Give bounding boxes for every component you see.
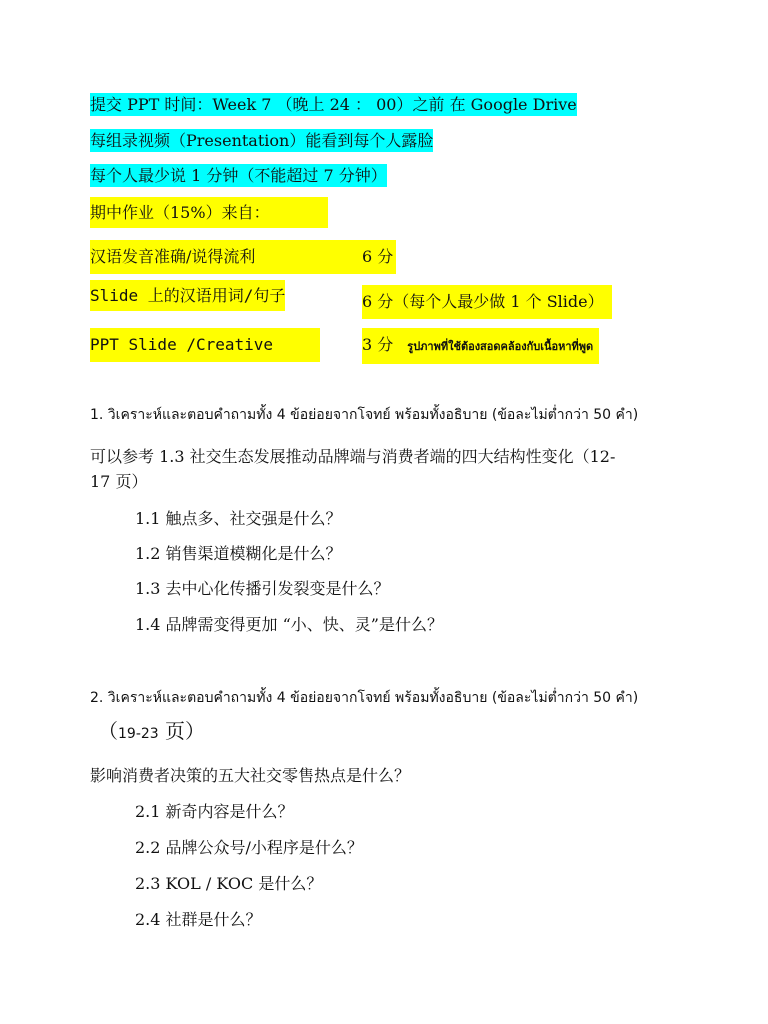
rubric-score: 6 分（每个人最少做 1 个 Slide） [362, 285, 612, 319]
deadline-text: 提交 PPT 时间：Week 7 （晚上 24 ： 00）之前 在 Google Drive [90, 95, 577, 114]
rubric-label: PPT Slide /Creative [90, 328, 320, 362]
list-item: 1.3 去中心化传播引发裂变是什么？ [135, 579, 390, 598]
midterm-weight-line [90, 202, 328, 224]
video-text: 每组录视频（Presentation）能看到每个人露脸 [90, 131, 434, 150]
section2-question: 影响消费者决策的五大社交零售热点是什么？ [90, 766, 411, 785]
rubric-score-with-note [362, 328, 599, 364]
rubric-row [90, 240, 400, 274]
list-item: 1.4 品牌需变得更加 “小、快、灵”是什么？ [135, 615, 443, 634]
rubric-row [90, 328, 594, 362]
list-item: 1.1 触点多、社交强是什么？ [135, 509, 342, 528]
video-requirement-line [90, 130, 433, 152]
rubric-note: รูปภาพที่ใช้ต้องสอดคล้องกับเนื้อหาที่พูด [407, 340, 594, 353]
list-item: 2.3 KOL / KOC 是什么？ [135, 874, 323, 893]
speaking-time-line [90, 165, 387, 187]
rubric-score: 6 分 [362, 240, 393, 274]
list-item: 1.2 销售渠道模糊化是什么？ [135, 544, 342, 563]
midterm-weight-text: 期中作业（15%）来自： [90, 197, 328, 228]
section2-heading: 2. วิเคราะห์และตอบคำถามทั้ง 4 ข้อย่อยจากโจทย์ พร้อมทั้งอธิบาย (ข้อละไม่ต่ำกว่า 50 คำ) [90, 690, 639, 706]
rubric-label: Slide 上的汉语用词/句子 [90, 280, 285, 311]
list-item: 2.2 品牌公众号/小程序是什么？ [135, 838, 363, 857]
rubric-score: 3 分 [362, 335, 394, 354]
pages-open: （ [98, 719, 118, 743]
list-item: 2.1 新奇内容是什么？ [135, 802, 294, 821]
rubric-label: 汉语发音准确/说得流利 [90, 240, 396, 274]
section1-reference-line1: 可以参考 1.3 社交生态发展推动品牌端与消费者端的四大结构性变化（12- [90, 447, 616, 466]
speaking-time-text: 每个人最少说 1 分钟（不能超过 7 分钟） [90, 166, 387, 185]
section2-pages [98, 720, 205, 745]
section1-heading: 1. วิเคราะห์และตอบคำถามทั้ง 4 ข้อย่อยจากโจทย์ พร้อมทั้งอธิบาย (ข้อละไม่ต่ำกว่า 50 คำ) [90, 407, 639, 423]
pages-close: 页） [158, 719, 206, 743]
submission-deadline-line [90, 94, 577, 116]
rubric-row [90, 285, 604, 311]
pages-range: 19-23 [118, 726, 159, 742]
list-item: 2.4 社群是什么？ [135, 910, 262, 929]
section1-reference-line2: 17 页） [90, 472, 148, 491]
